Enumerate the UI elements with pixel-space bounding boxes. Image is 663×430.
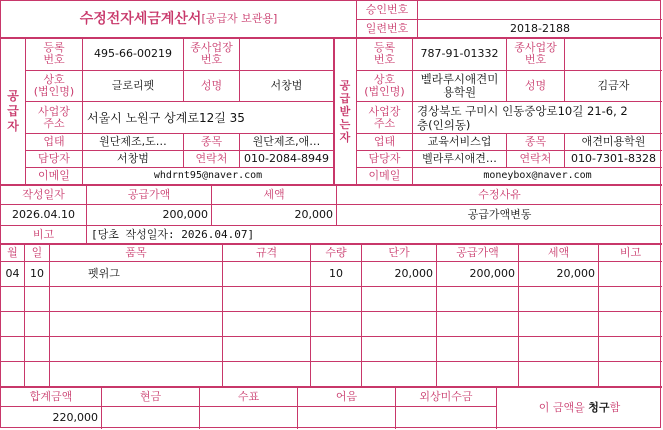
supplier-rep-label: 성명 (200, 79, 223, 92)
credit-value (396, 407, 496, 428)
col-tax: 세액 (547, 245, 570, 259)
supplier-name-label: 상호 (법인명) (33, 73, 75, 98)
col-supply: 공급가액 (456, 245, 499, 259)
buyer-reg-value: 787-91-01332 (420, 47, 499, 60)
grid-line (211, 185, 212, 225)
supplier-item-label: 종목 (200, 135, 223, 148)
supplier-item-value: 원단제조,애… (252, 135, 321, 148)
grid-line (25, 38, 26, 185)
buyer-biz-value: 교육서비스업 (427, 135, 492, 148)
supplier-reg-label: 등록 번호 (43, 41, 65, 66)
col-month: 월 (7, 245, 18, 259)
grid-line (199, 387, 200, 429)
supplier-reg-value: 495-66-00219 (94, 47, 172, 60)
grid-line (1, 286, 662, 287)
row1-tax: 20,000 (556, 267, 595, 280)
buyer-item-label: 종목 (524, 135, 547, 148)
grid-line (25, 167, 334, 168)
row1-note (599, 262, 662, 286)
cash-label: 현금 (139, 389, 162, 403)
grid-line (82, 38, 83, 185)
claim-post: 함 (609, 400, 621, 414)
supplier-addr-label: 사업장 주소 (38, 104, 70, 130)
row1-item: 펫위그 (88, 267, 120, 280)
date-label: 작성일자 (22, 187, 65, 201)
grid-line (395, 387, 396, 429)
invoice-title (1, 1, 356, 37)
supplier-manager-label: 담당자 (38, 152, 70, 165)
grid-line (356, 101, 662, 102)
supplier-email-label: 이메일 (38, 169, 70, 182)
row1-spec (223, 262, 310, 286)
buyer-name-value: 벨라루시애견미 용학원 (420, 72, 499, 99)
supplier-contact-label: 연락처 (195, 152, 228, 165)
grid-line (1, 311, 662, 312)
supplier-addr-value: 서울시 노원구 상계로12길 35 (87, 110, 245, 125)
grid-line (518, 244, 519, 387)
cash-value (102, 407, 199, 428)
grid-line (1, 361, 662, 362)
buyer-email-value: moneybox@naver.com (483, 170, 592, 181)
total-value: 220,000 (52, 410, 98, 424)
buyer-addr-value: 경상북도 구미시 인동중앙로10길 21-6, 2 층(인의동) (417, 103, 628, 132)
grid-line (436, 244, 437, 387)
grid-line (356, 38, 357, 185)
supplier-sub-label: 종사업장 번호 (190, 41, 233, 66)
buyer-manager-value: 벨라루시애견… (422, 152, 497, 165)
row1-day: 10 (30, 267, 44, 280)
col-note: 비고 (619, 245, 642, 259)
supply-value: 200,000 (162, 208, 208, 221)
buyer-item-value: 애견미용학원 (581, 135, 646, 148)
bill-label: 어음 (335, 389, 358, 403)
grid-line (412, 38, 413, 185)
claim-pre: 이 금액을 (538, 400, 585, 414)
supplier-rep-value: 서창범 (270, 79, 303, 92)
serial-value: 2018-2188 (510, 22, 570, 35)
grid-line (1, 336, 662, 337)
grid-line (1, 261, 662, 262)
serial-label: 일련번호 (365, 22, 409, 35)
grid-line (1, 243, 662, 245)
approval-label: 승인번호 (365, 3, 409, 16)
row1-price: 20,000 (394, 267, 433, 280)
buyer-name-label: 상호 (법인명) (364, 73, 405, 98)
buyer-manager-label: 담당자 (368, 152, 401, 165)
note-value: [당초 작성일자: 2026.04.07] (91, 227, 255, 241)
grid-line (496, 387, 497, 429)
row1-supply: 200,000 (469, 267, 515, 280)
total-label: 합계금액 (29, 389, 73, 403)
title-subtitle: [공급자 보관용] (201, 12, 278, 25)
grid-line (222, 244, 223, 387)
claim-word: 청구 (588, 400, 610, 414)
title-text: 수정전자세금계산서 (79, 11, 202, 27)
supply-label: 공급가액 (127, 187, 171, 201)
grid-line (101, 387, 102, 429)
grid-line (1, 204, 662, 205)
claim-statement (497, 387, 662, 428)
grid-line (49, 244, 50, 387)
col-day: 일 (31, 245, 43, 259)
check-value (200, 407, 297, 428)
grid-line (25, 150, 334, 151)
grid-line (25, 70, 334, 71)
buyer-rep-label: 성명 (524, 79, 547, 92)
tax-value: 20,000 (294, 208, 333, 221)
buyer-reg-label: 등록 번호 (373, 41, 396, 66)
supplier-contact-value: 010-2084-8949 (244, 152, 329, 165)
grid-line (356, 133, 662, 134)
grid-line (333, 38, 335, 185)
grid-line (356, 150, 662, 151)
approval-value (418, 1, 662, 19)
grid-line (25, 133, 334, 134)
row1-qty: 10 (329, 267, 343, 280)
grid-line (310, 244, 311, 387)
note-label: 비고 (32, 227, 55, 241)
col-qty: 수량 (325, 245, 347, 259)
grid-line (297, 387, 298, 429)
credit-label: 외상미수금 (419, 389, 473, 403)
supplier-biz-label: 업태 (43, 135, 65, 148)
grid-line (1, 225, 662, 226)
grid-line (356, 70, 662, 71)
tax-label: 세액 (263, 187, 285, 201)
grid-line (356, 167, 662, 168)
col-spec: 규격 (255, 245, 278, 259)
buyer-addr-label: 사업장 주소 (368, 104, 401, 130)
grid-line (24, 244, 25, 387)
grid-line (25, 101, 334, 102)
buyer-sub-label: 종사업장 번호 (514, 41, 557, 66)
supplier-biz-value: 원단제조,도… (99, 135, 167, 148)
bill-value (298, 407, 395, 428)
grid-line (86, 185, 87, 244)
supplier-email-value: whdrnt95@naver.com (153, 170, 263, 181)
supplier-name-value: 글로리펫 (111, 79, 155, 92)
date-value: 2026.04.10 (12, 208, 75, 221)
supplier-sub-value (240, 38, 333, 70)
reason-value: 공급가액변동 (467, 208, 532, 221)
grid-line (361, 244, 362, 387)
buyer-email-label: 이메일 (368, 169, 401, 182)
col-price: 단가 (388, 245, 410, 259)
supplier-side-label: 공 급 자 (7, 88, 19, 133)
buyer-rep-value: 김금자 (597, 79, 630, 92)
grid-line (1, 37, 662, 39)
buyer-side-label: 공 급 받 는 자 (339, 78, 351, 144)
reason-label: 수정사유 (478, 187, 521, 201)
grid-line (336, 185, 337, 225)
buyer-contact-value: 010-7301-8328 (571, 152, 656, 165)
buyer-biz-label: 업태 (373, 135, 396, 148)
grid-line (598, 244, 599, 387)
grid-line (1, 184, 662, 186)
grid-line (1, 406, 496, 407)
supplier-manager-value: 서창범 (117, 152, 149, 165)
col-item: 품목 (125, 245, 147, 259)
check-label: 수표 (237, 389, 260, 403)
grid-line (356, 19, 662, 20)
row1-month: 04 (5, 267, 20, 280)
buyer-contact-label: 연락처 (519, 152, 552, 165)
buyer-sub-value (565, 38, 662, 70)
